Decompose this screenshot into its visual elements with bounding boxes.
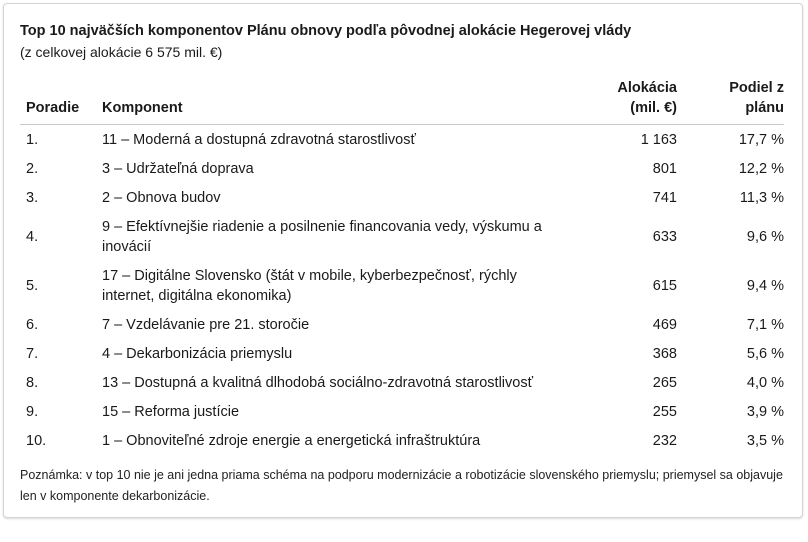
- cell-allocation: 1 163: [640, 132, 677, 148]
- cell-component: 2 – Obnova budov: [102, 190, 221, 206]
- header-row: [20, 78, 784, 125]
- cell-share: 5,6 %: [746, 346, 784, 362]
- table-row: [20, 125, 784, 156]
- cell-rank: 6.: [26, 317, 39, 333]
- cell-allocation: 368: [652, 346, 677, 362]
- cell-component: 17 – Digitálne Slovensko (štát v mobile, kyberbezpečnosť, rýchly internet, digitálna ekonomika): [102, 268, 517, 304]
- cell-share: 3,5 %: [746, 433, 784, 449]
- cell-rank: 4.: [26, 229, 39, 245]
- table-row: [20, 184, 784, 213]
- header-allocation-line2: (mil. €): [630, 100, 677, 116]
- cell-allocation: 265: [652, 375, 677, 391]
- cell-allocation: 801: [652, 161, 677, 177]
- header-allocation-line1: Alokácia: [617, 80, 677, 96]
- table-row: [20, 340, 784, 369]
- header-share-line2: plánu: [745, 100, 784, 116]
- cell-component: 3 – Udržateľná doprava: [102, 161, 254, 177]
- table-row: [20, 369, 784, 398]
- footnote: Poznámka: v top 10 nie je ani jedna priama schéma na podporu modernizácie a robotizácie slovenského priemyslu; priemysel sa objavuje len v komponente dekarbonizácie.: [20, 468, 783, 503]
- table-row: [20, 398, 784, 427]
- cell-component: 13 – Dostupná a kvalitná dlhodobá sociálno-zdravotná starostlivosť: [102, 375, 534, 391]
- cell-rank: 5.: [26, 278, 39, 294]
- cell-rank: 9.: [26, 404, 39, 420]
- table-row: [20, 262, 784, 311]
- cell-allocation: 633: [652, 229, 677, 245]
- cell-component: 9 – Efektívnejšie riadenie a posilnenie financovania vedy, výskumu a inovácií: [102, 219, 542, 255]
- cell-rank: 2.: [26, 161, 39, 177]
- cell-share: 4,0 %: [746, 375, 784, 391]
- cell-share: 7,1 %: [746, 317, 784, 333]
- cell-allocation: 615: [652, 278, 677, 294]
- cell-allocation: 469: [652, 317, 677, 333]
- header-allocation: [573, 78, 677, 125]
- cell-allocation: 232: [652, 433, 677, 449]
- table-card: [3, 3, 803, 518]
- table-title: Top 10 najväčších komponentov Plánu obnovy podľa pôvodnej alokácie Hegerovej vlády: [20, 23, 632, 39]
- cell-rank: 10.: [26, 433, 47, 449]
- cell-share: 11,3 %: [739, 190, 784, 206]
- table-subtitle: (z celkovej alokácie 6 575 mil. €): [20, 44, 223, 60]
- cell-component: 1 – Obnoviteľné zdroje energie a energetická infraštruktúra: [102, 433, 481, 449]
- table-row: [20, 155, 784, 184]
- components-table: [20, 78, 784, 456]
- cell-share: 12,2 %: [738, 161, 784, 177]
- cell-rank: 1.: [26, 132, 39, 148]
- header-rank: Poradie: [20, 78, 96, 125]
- cell-component: 11 – Moderná a dostupná zdravotná starostlivosť: [102, 132, 416, 148]
- header-component: Komponent: [96, 78, 573, 125]
- header-share-line1: Podiel z: [729, 80, 784, 96]
- cell-component: 4 – Dekarbonizácia priemyslu: [102, 346, 293, 362]
- cell-share: 9,6 %: [746, 229, 784, 245]
- cell-rank: 3.: [26, 190, 39, 206]
- table-row: [20, 213, 784, 262]
- header-share: [677, 78, 784, 125]
- cell-allocation: 741: [652, 190, 677, 206]
- cell-share: 17,7 %: [738, 132, 784, 148]
- table-row: [20, 311, 784, 340]
- table-row: [20, 427, 784, 456]
- cell-share: 9,4 %: [746, 278, 784, 294]
- cell-rank: 7.: [26, 346, 39, 362]
- cell-share: 3,9 %: [746, 404, 784, 420]
- cell-allocation: 255: [652, 404, 677, 420]
- cell-rank: 8.: [26, 375, 39, 391]
- cell-component: 15 – Reforma justície: [102, 404, 240, 420]
- cell-component: 7 – Vzdelávanie pre 21. storočie: [102, 317, 310, 333]
